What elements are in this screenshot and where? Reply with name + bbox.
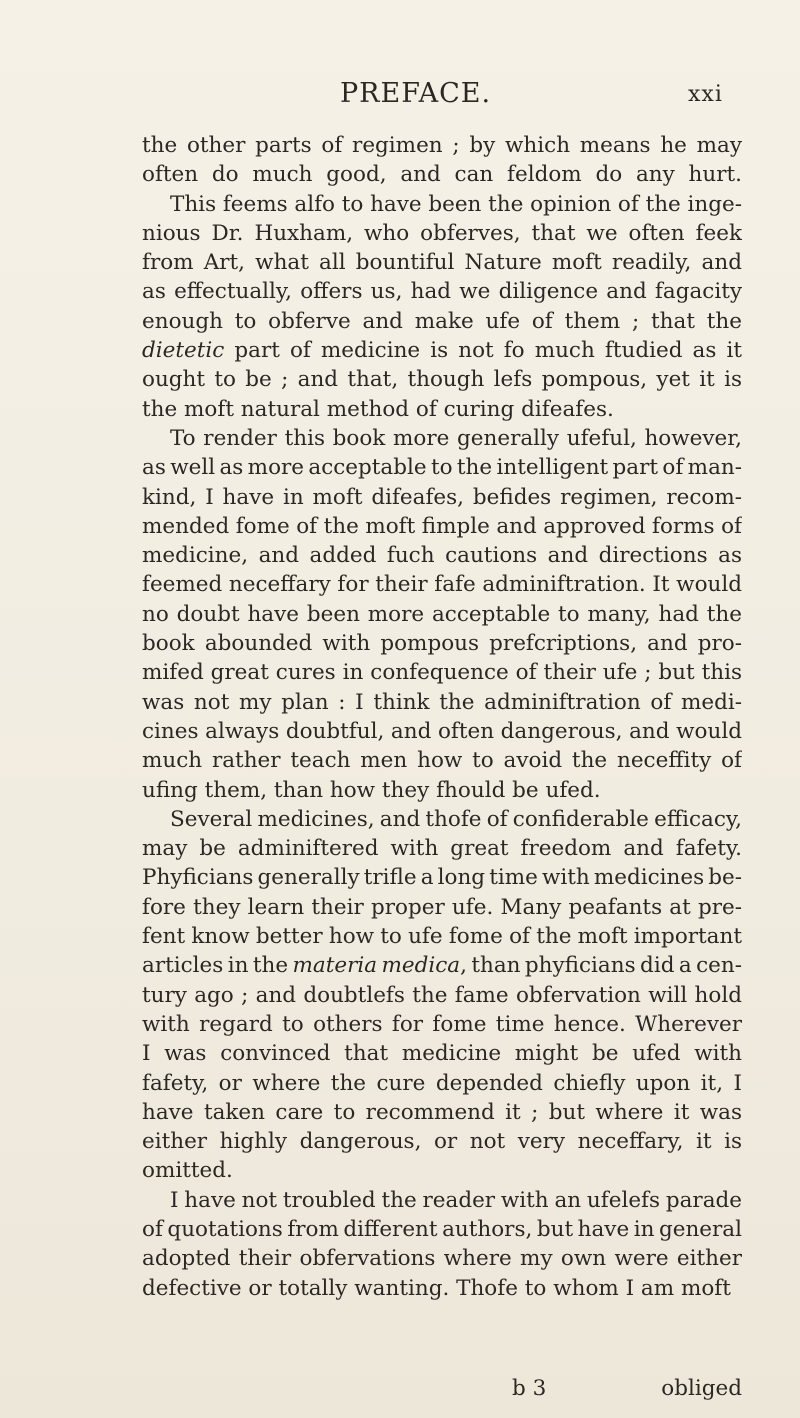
text-line: as well as more acceptable to the intelligent part of man- [142, 455, 742, 481]
text-line: omitted. [142, 1158, 233, 1184]
text-line: Phyficians generally trifle a long time with medicines be- [142, 865, 742, 891]
text-line: I was convinced that medicine might be ufed with [142, 1041, 742, 1067]
running-head: PREFACE. [340, 78, 492, 109]
text-line: mended fome of the moft fimple and approved forms of [142, 513, 742, 539]
paragraph-start-line: This feems alfo to have been the opinion of the inge- [170, 191, 742, 217]
italic-phrase: materia medica [292, 953, 461, 979]
text-line: from Art, what all bountiful Nature moft readily, and [142, 250, 742, 276]
text-line: articles in the materia medica, than phyficians did a cen- [142, 953, 742, 979]
text-line: cines always doubtful, and often dangerous, and would [142, 718, 742, 744]
text-line: much rather teach men how to avoid the neceffity of [142, 748, 742, 774]
text-line: ufing them, than how they fhould be ufed. [142, 777, 601, 803]
paragraph-start-line: I have not troubled the reader with an ufelefs parade [170, 1187, 742, 1213]
signature-mark: b 3 [512, 1376, 547, 1401]
page-number: xxi [688, 82, 723, 107]
text-line: nious Dr. Huxham, who obferves, that we often feek [142, 220, 742, 246]
text-line: fafety, or where the cure depended chiefly upon it, I [142, 1070, 742, 1096]
text-line: defective or totally wanting. Thofe to whom I am moft [142, 1275, 731, 1301]
text-line: may be adminiftered with great freedom and fafety. [142, 836, 742, 862]
text-line: have taken care to recommend it ; but where it was [142, 1099, 742, 1125]
italic-phrase: dietetic [142, 338, 225, 364]
text-line: dietetic part of medicine is not fo much ftudied as it [142, 338, 742, 364]
text-line: ought to be ; and that, though lefs pompous, yet it is [142, 367, 742, 393]
text-line: book abounded with pompous prefcriptions, and pro- [142, 631, 742, 657]
text-line: the moft natural method of curing difeafes. [142, 396, 614, 422]
catchword: obliged [661, 1376, 742, 1401]
body-text [142, 131, 742, 1303]
text-line: as effectually, offers us, had we diligence and fagacity [142, 279, 742, 305]
page-footer [142, 1376, 742, 1406]
text-line: feemed neceffary for their fafe adminiftration. It would [142, 572, 742, 598]
text-line: tury ago ; and doubtlefs the fame obfervation will hold [142, 982, 742, 1008]
text-line: often do much good, and can feldom do any hurt. [142, 162, 742, 188]
text-line: with regard to others for fome time hence. Wherever [142, 1011, 742, 1037]
text-line: the other parts of regimen ; by which means he may [142, 133, 742, 158]
paragraph-start-line: To render this book more generally ufeful, however, [170, 425, 742, 451]
text-line: no doubt have been more acceptable to many, had the [142, 601, 742, 627]
paragraph-start-line: Several medicines, and thofe of confiderable efficacy, [170, 806, 742, 832]
text-line: kind, I have in moft difeafes, befides regimen, recom- [142, 484, 742, 510]
text-line: medicine, and added fuch cautions and directions as [142, 543, 742, 569]
text-line: enough to obferve and make ufe of them ; that the [142, 308, 742, 334]
text-line: was not my plan : I think the adminiftration of medi- [142, 689, 742, 715]
text-line: fent know better how to ufe fome of the moft important [142, 924, 742, 950]
text-line: of quotations from different authors, but have in general [142, 1216, 742, 1242]
text-line: fore they learn their proper ufe. Many peafants at pre- [142, 894, 742, 920]
text-line: mifed great cures in confequence of their ufe ; but this [142, 660, 742, 686]
page-header [0, 78, 800, 118]
text-line: either highly dangerous, or not very neceffary, it is [142, 1129, 742, 1155]
text-line: adopted their obfervations where my own were either [142, 1246, 742, 1272]
